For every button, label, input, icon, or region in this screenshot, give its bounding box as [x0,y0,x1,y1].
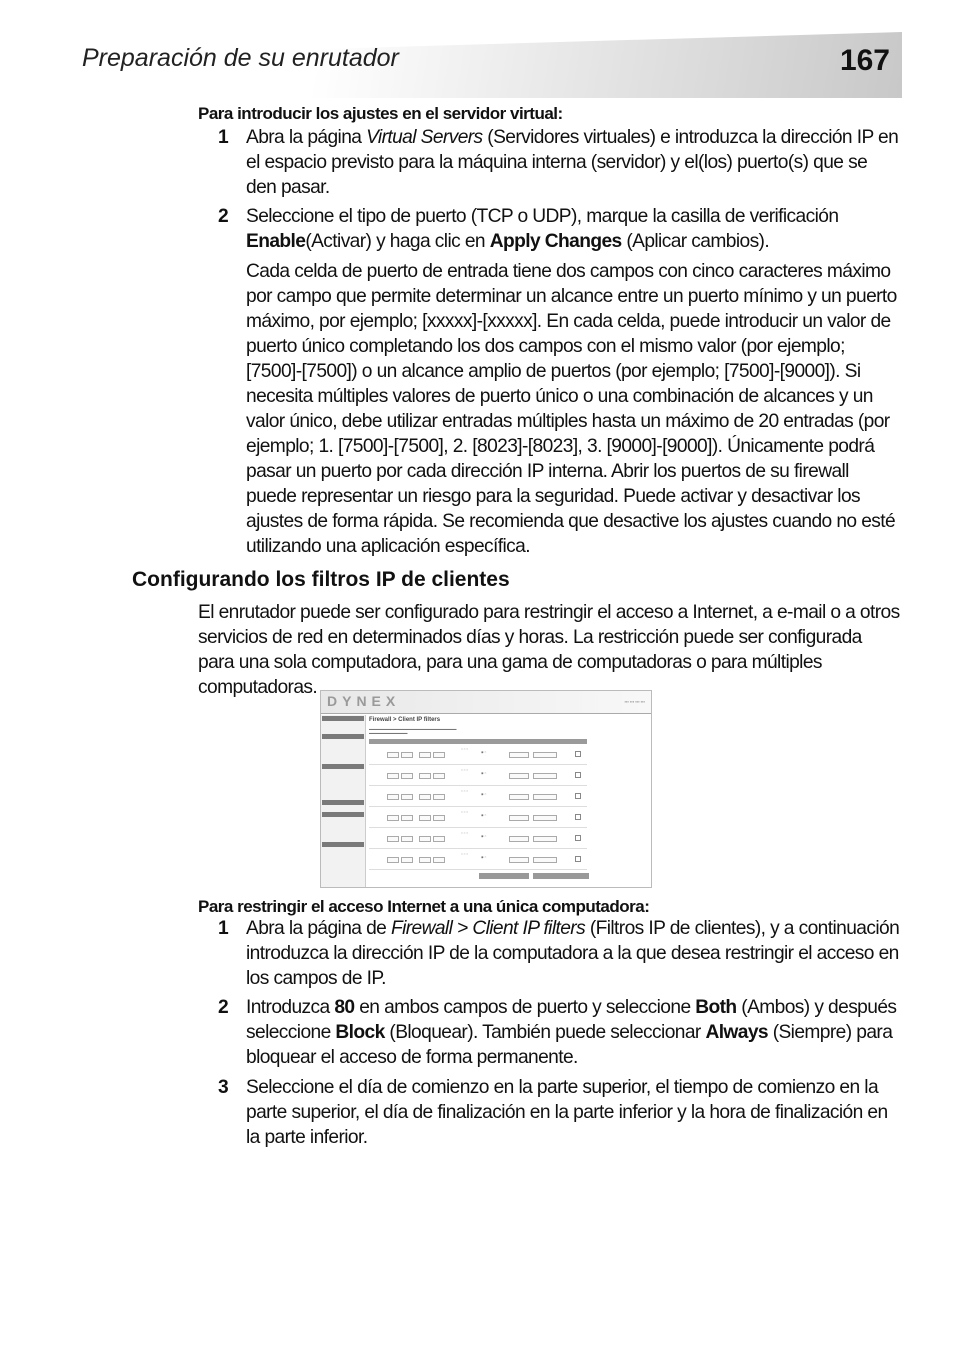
screenshot-main [369,717,645,870]
client-ip-step-3 [218,1075,902,1150]
step-number: 2 [218,206,229,227]
screenshot-table-row: ○ ○ ○ ◉ ○ [369,807,587,828]
screenshot-table-row: ○ ○ ○ ◉ ○ [369,786,587,807]
step-number: 3 [218,1077,229,1098]
screenshot-toplinks: ▪▪▪ ▪▪▪ ▪▪▪ ▪▪▪ [624,699,645,704]
screenshot-description: ▬▬▬▬▬▬▬▬▬▬▬▬▬▬▬▬▬▬▬▬▬▬▬▬▬ ▬▬▬▬▬▬▬▬▬▬▬ [369,727,457,735]
client-ip-filters-screenshot [320,690,652,888]
virtual-server-step-2 [218,204,902,254]
screenshot-topbar [321,691,651,714]
virtual-server-step-1 [218,125,902,200]
client-ip-intro: El enrutador puede ser configurado para restringir el acceso a Internet, a e-mail o a otros servicios de red en determinados días y horas. La restricción puede ser configurada para una sola computadora, para una gama de computadoras o para múltiples computadoras. [198,602,900,698]
screenshot-sidebar [321,715,366,887]
step-text: Seleccione el tipo de puerto (TCP o UDP), marque la casilla de verificación Enable(Activar) y haga clic en Apply Changes (Aplicar cambios). [246,206,839,252]
screenshot-table-row: ○ ○ ○ ◉ ○ [369,828,587,849]
step-text: Introduzca 80 en ambos campos de puerto y seleccione Both (Ambos) y después seleccione Block (Bloquear). También puede seleccionar Always (Siempre) para bloquear el acceso de forma permanente. [246,997,897,1068]
step-number: 1 [218,918,229,939]
section-title: Configurando los filtros IP de clientes [132,568,510,591]
client-ip-heading: Para restringir el acceso Internet a una única computadora: [198,897,650,916]
client-ip-step-2 [218,995,902,1070]
client-ip-step-1 [218,916,902,991]
screenshot-apply-button [533,873,589,879]
screenshot-page-title: Firewall > Client IP filters [369,717,441,723]
virtual-server-heading: Para introducir los ajustes en el servidor virtual: [198,104,563,123]
step-number: 2 [218,997,229,1018]
running-head: Preparación de su enrutador [82,44,399,72]
step-text: Abra la página Virtual Servers (Servidores virtuales) e introduzca la dirección IP en el espacio previsto para la máquina interna (servidor) y el(los) puerto(s) que se den pasar. [246,127,899,198]
dynex-logo: DYNEX [327,693,401,709]
screenshot-table-row: ○ ○ ○ ◉ ○ [369,849,587,870]
screenshot-clear-button [479,873,529,879]
step-number: 1 [218,127,229,148]
screenshot-table-row: ○ ○ ○ ◉ ○ [369,744,587,765]
screenshot-table-row: ○ ○ ○ ◉ ○ [369,765,587,786]
port-note-paragraph: Cada celda de puerto de entrada tiene dos campos con cinco caracteres máximo por campo que permite determinar un alcance entre un puerto mínimo y un puerto máximo, por ejemplo; [xxxxx]-[xxxxx]. En cada celda, puede introducir un valor de puerto único completando los dos campos con el mismo valor (por ejemplo; [7500]-[7500]) o un alcance amplio de puertos (por ejemplo; [7500]-[9000]). Si necesita múltiples valores de puerto único o una combinación de alcances y un valor único, debe utilizar entradas múltiples hasta un máximo de 20 entradas (por ejemplo; 1. [7500]-[7500], 2. [8023]-[8023], 3. [9000]-[9000]). Únicamente podrá pasar un puerto por cada dirección IP interna. Abrir los puertos de su firewall puede representar un riesgo para la seguridad. Puede activar y desactivar los ajustes de forma rápida. Se recomienda que desactive los ajustes cuando no esté utilizando una aplicación específica. [246,261,897,557]
step-text: Abra la página de Firewall > Client IP filters (Filtros IP de clientes), y a continuación introduzca la dirección IP de la computadora a la que desea restringir el acceso en los campos de IP. [246,918,900,989]
page-number: 167 [839,44,890,77]
step-text: Seleccione el día de comienzo en la parte superior, el tiempo de comienzo en la parte superior, el día de finalización en la parte inferior y la hora de finalización en la parte inferior. [246,1077,888,1148]
